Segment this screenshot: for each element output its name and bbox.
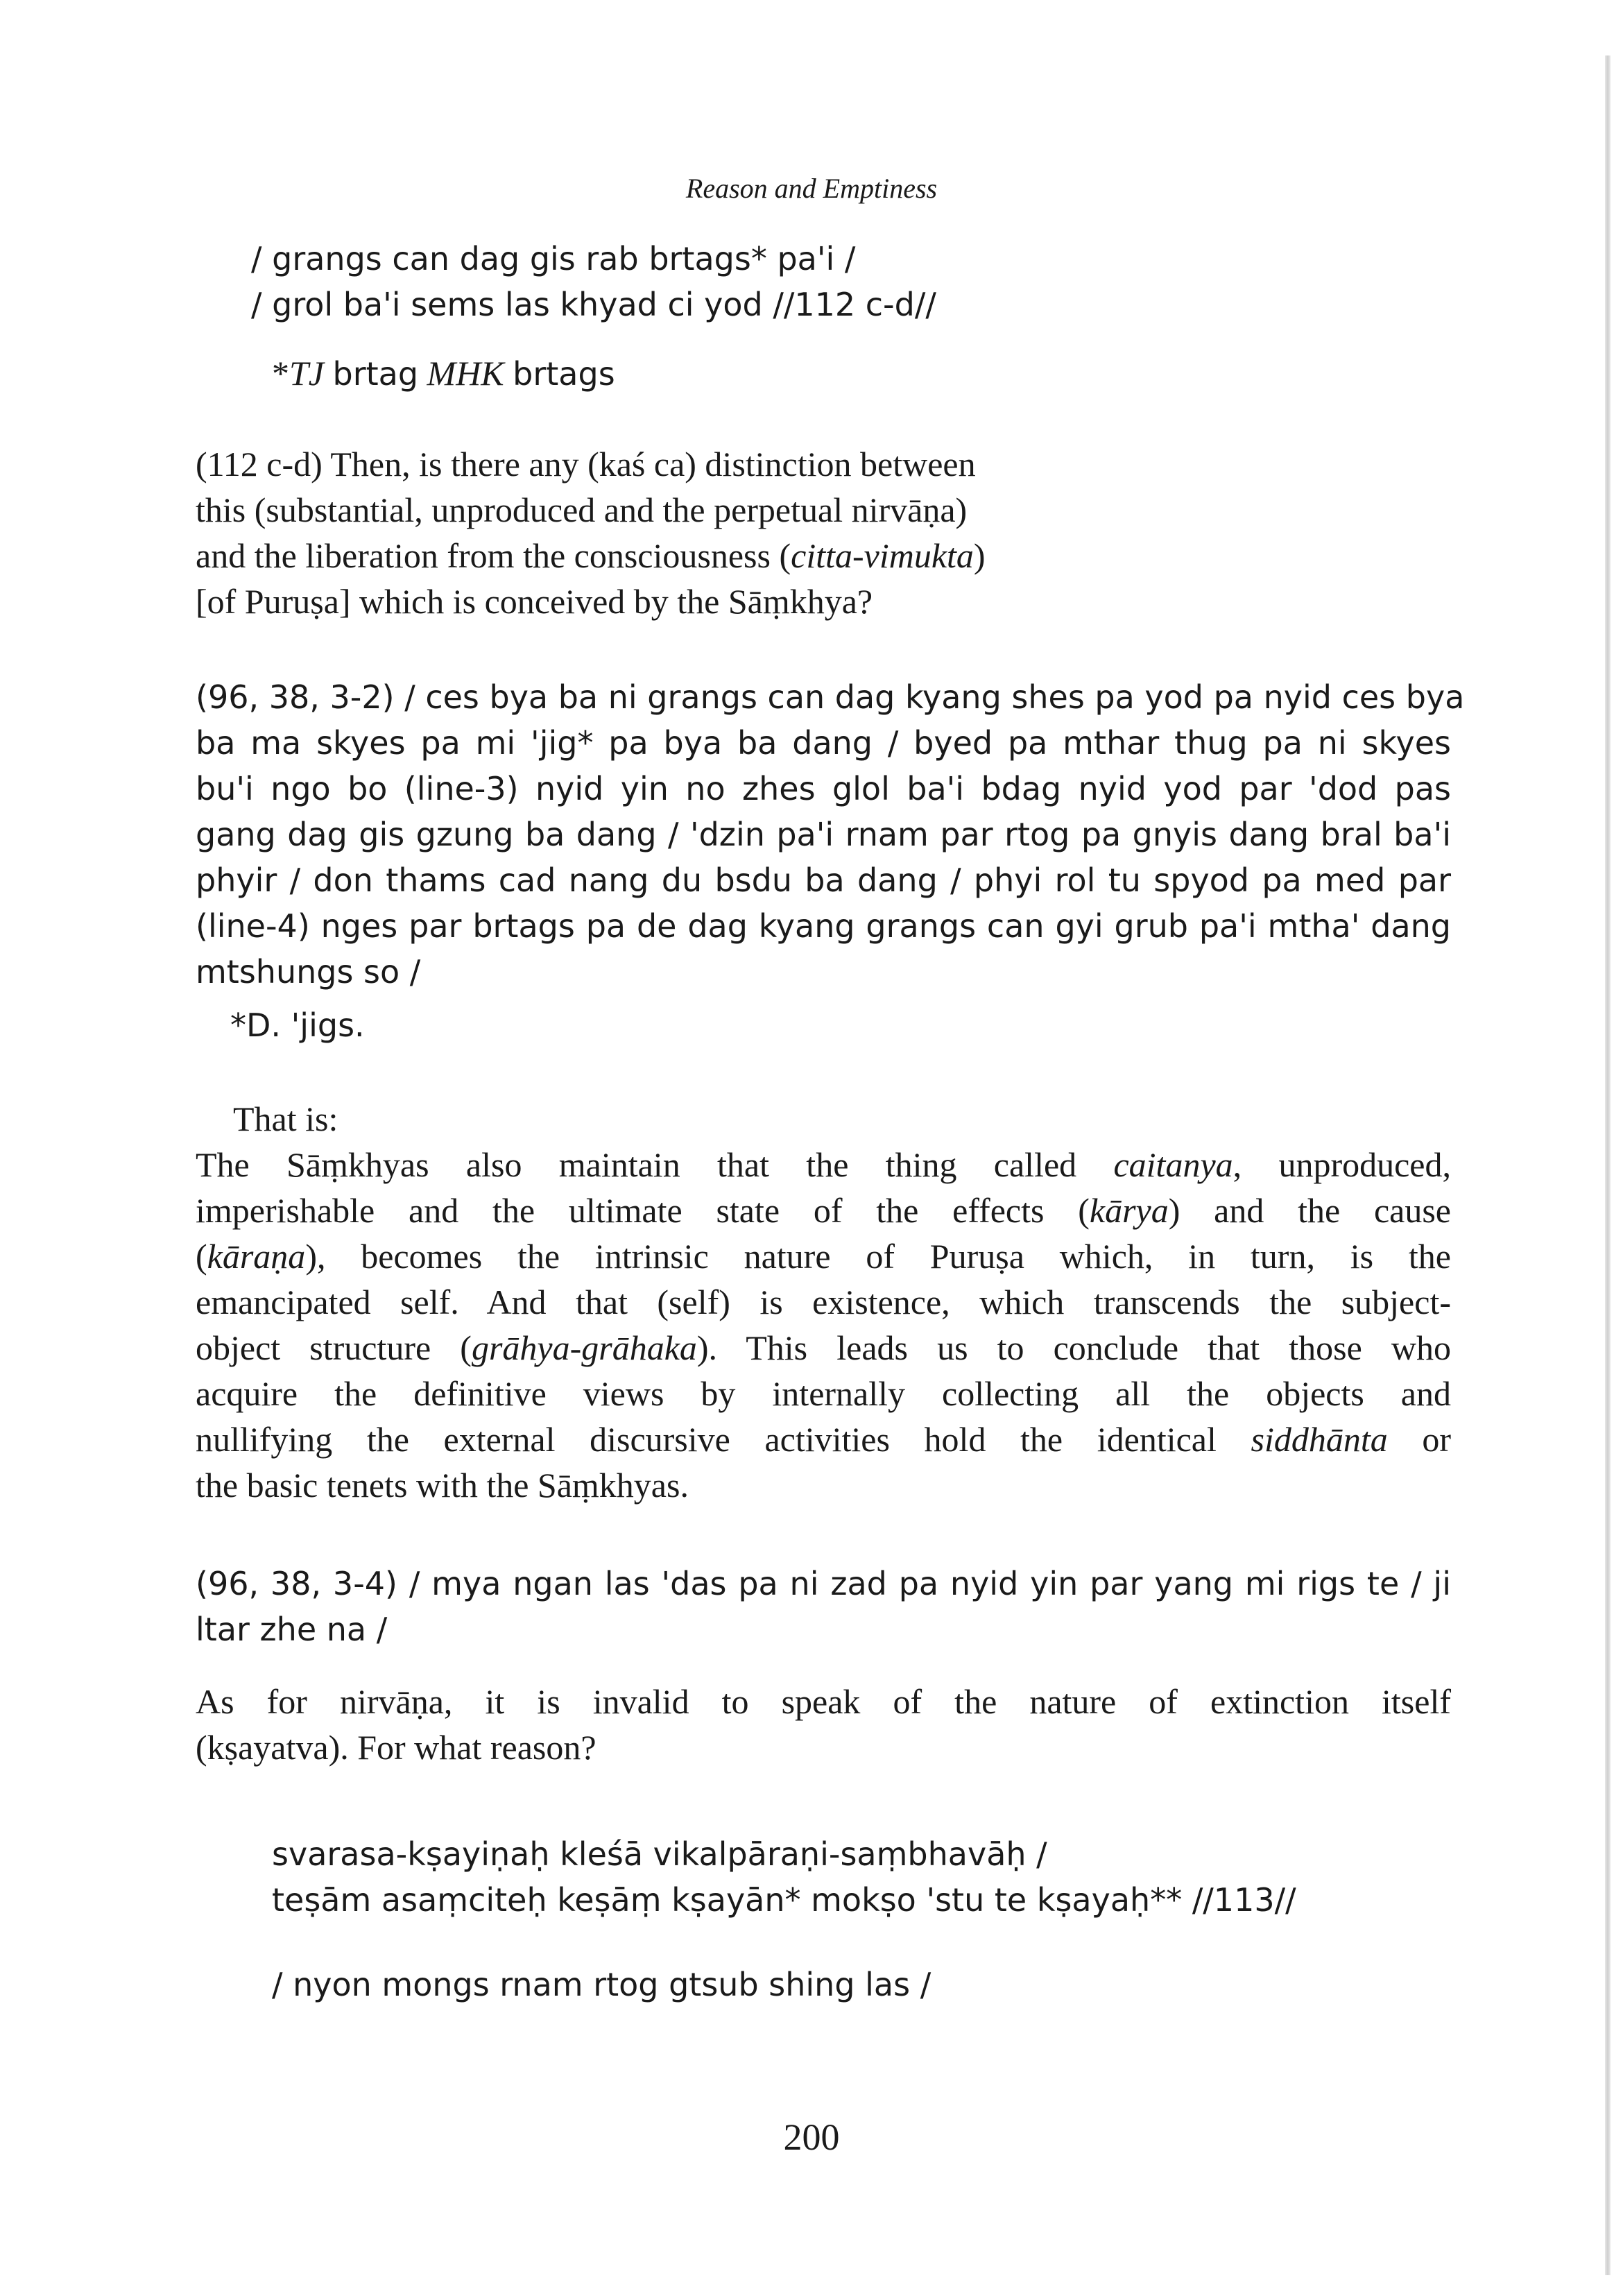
text-line: [196, 1416, 1451, 1462]
verse-line: / grangs can dag gis rab brtags* pa'i /: [251, 240, 856, 277]
tibetan-commentary-96-38-3-4: [196, 1561, 1451, 1652]
paragraph-samkhyas: [196, 1142, 1451, 1508]
text-line: phyir / don thams cad nang du bsdu ba dang / phyi rol tu spyod pa med par: [196, 862, 1451, 899]
text-run: emancipated self. And that (self) is existence, which transcends the subject-: [196, 1283, 1451, 1321]
italic-term: kāraṇa: [207, 1237, 306, 1276]
footnote-variant-reading: [272, 350, 615, 397]
text-run: , unproduced,: [1233, 1145, 1451, 1184]
italic-term: citta-vimukta: [791, 536, 974, 575]
mhk-reading: brtags: [513, 355, 615, 393]
text-run: the basic tenets with the Sāṃkhyas.: [196, 1466, 689, 1505]
text-line: (96, 38, 3-4) / mya ngan las 'das pa ni zad pa nyid yin par yang mi rigs te / ji: [196, 1565, 1451, 1602]
text-line: [196, 1188, 1451, 1233]
text-line: mtshungs so /: [196, 953, 421, 991]
page-edge-shadow: [1605, 55, 1611, 2275]
text-run: The Sāṃkhyas also maintain that the thing called: [196, 1145, 1114, 1184]
text-run: (: [196, 1237, 207, 1276]
text-line: gang dag gis gzung ba dang / 'dzin pa'i rnam par rtog pa gnyis dang bral ba'i: [196, 816, 1451, 853]
italic-term: siddhānta: [1251, 1420, 1388, 1459]
verse-line: svarasa-kṣayiṇaḥ kleśā vikalpāraṇi-saṃbhavāḥ /: [272, 1835, 1047, 1873]
text-run: ): [973, 536, 986, 575]
tibetan-verse-112cd: [251, 236, 936, 327]
text-line: (112 c-d) Then, is there any (kaś ca) distinction between: [196, 445, 976, 483]
text-run: ), becomes the intrinsic nature of Puruṣa which, in turn, is the: [305, 1237, 1451, 1276]
text-line: [of Puruṣa] which is conceived by the Sāṃkhya?: [196, 582, 873, 621]
text-line: [196, 1279, 1451, 1325]
tibetan-verse-113: / nyon mongs rnam rtog gtsub shing las /: [272, 1966, 931, 2003]
text-line: this (substantial, unproduced and the perpetual nirvāṇa): [196, 490, 968, 529]
text-run: acquire the definitive views by internally collecting all the objects and: [196, 1374, 1451, 1413]
text-run: imperishable and the ultimate state of the effects (: [196, 1191, 1090, 1230]
verse-line: / grol ba'i sems las khyad ci yod //112 c-d//: [251, 286, 936, 323]
text-line: ltar zhe na /: [196, 1611, 388, 1648]
text-line: [196, 1462, 1451, 1508]
italic-term: caitanya: [1113, 1145, 1233, 1184]
text-line: [196, 1142, 1451, 1188]
verse-line: teṣām asaṃciteḥ keṣāṃ kṣayān* mokṣo 'stu te kṣayaḥ** //113//: [272, 1881, 1296, 1919]
text-run: nullifying the external discursive activities hold the identical: [196, 1420, 1251, 1459]
text-line: and the liberation from the consciousness (citta-vimukta): [196, 536, 986, 575]
footnote-star: *: [272, 354, 289, 393]
that-is-label: That is:: [233, 1099, 338, 1138]
text-line: ba ma skyes pa mi 'jig* pa bya ba dang / byed pa mthar thug pa ni skyes: [196, 724, 1451, 762]
text-line: [196, 1325, 1451, 1371]
italic-term: kārya: [1089, 1191, 1169, 1230]
text-run: object structure (: [196, 1328, 472, 1367]
text-line: bu'i ngo bo (line-3) nyid yin no zhes glol ba'i bdag nyid yod par 'dod pas: [196, 770, 1451, 807]
footnote-d-jigs: *D. 'jigs.: [230, 1006, 365, 1044]
text-line: (96, 38, 3-2) / ces bya ba ni grangs can dag kyang shes pa yod pa nyid ces bya: [196, 678, 1465, 716]
italic-term: grāhya-grāhaka: [471, 1328, 697, 1367]
text-line: As for nirvāṇa, it is invalid to speak of the nature of extinction itself: [196, 1682, 1451, 1721]
text-line: (line-4) nges par brtags pa de dag kyang grangs can gyi grub pa'i mtha' dang: [196, 907, 1451, 945]
tj-reading: brtag: [332, 355, 419, 393]
text-run: and the liberation from the consciousness: [196, 536, 780, 575]
running-header: Reason and Emptiness: [685, 173, 938, 204]
text-run: ). This leads us to conclude that those who: [696, 1328, 1451, 1367]
tibetan-commentary-96-38-3-2: [196, 674, 1465, 995]
text-run: or: [1387, 1420, 1451, 1459]
text-line: [196, 1233, 1451, 1279]
paragraph-nirvana: [196, 1679, 1451, 1770]
page-number: 200: [783, 2116, 840, 2158]
sanskrit-verse-113: [272, 1831, 1296, 1923]
text-line: (kṣayatva). For what reason?: [196, 1728, 596, 1767]
text-run: ) and the cause: [1168, 1191, 1451, 1230]
siglum-mhk: MHK: [427, 354, 504, 393]
siglum-tj: TJ: [289, 354, 324, 393]
text-line: [196, 1371, 1451, 1416]
paragraph-112cd-translation: [196, 441, 986, 624]
